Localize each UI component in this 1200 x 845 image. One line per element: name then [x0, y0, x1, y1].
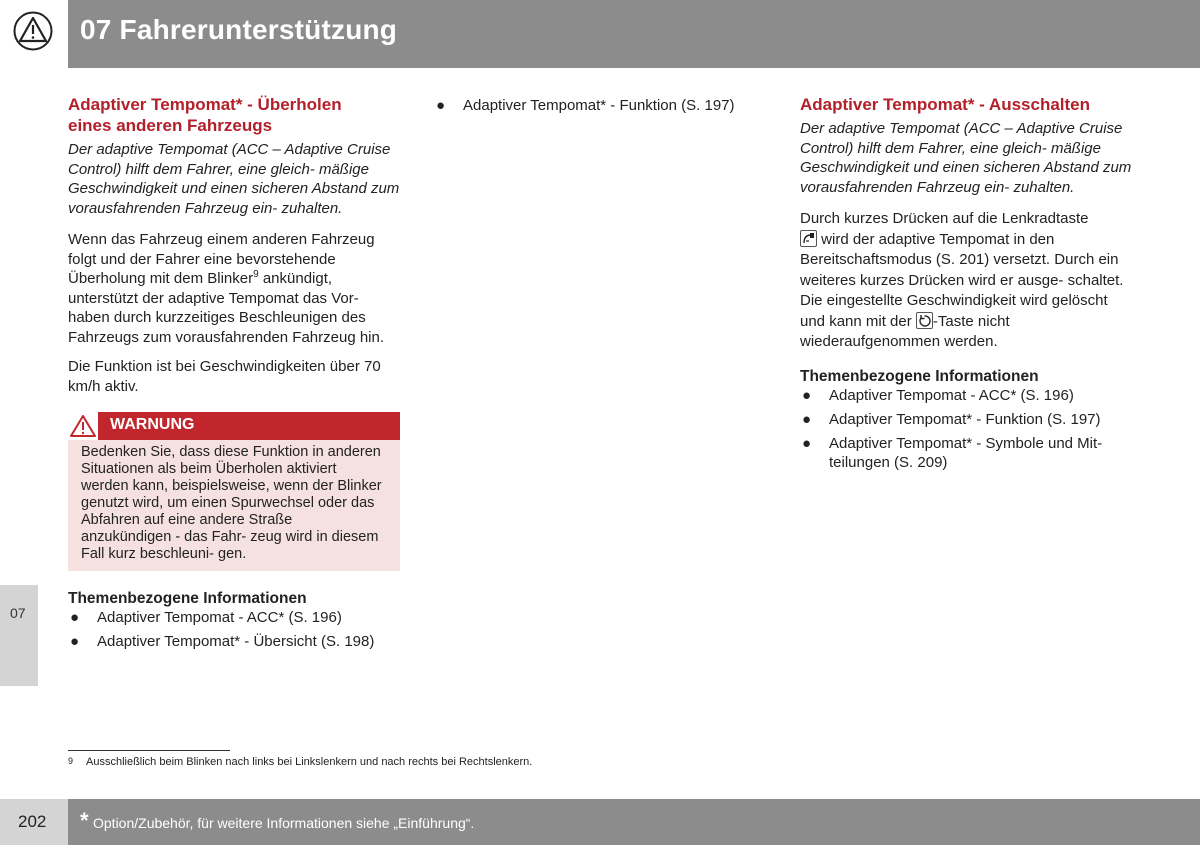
warning-header [68, 412, 400, 440]
body-paragraph [800, 209, 1132, 353]
warning-title: WARNUNG [110, 416, 195, 433]
footnote-text: Ausschließlich beim Blinken nach links bei Linkslenkern und nach rechts bei Rechtslenkern. [86, 756, 533, 768]
body-paragraph-1 [68, 230, 400, 347]
side-tab-label: 07 [10, 605, 26, 621]
steering-wheel-button-icon [800, 230, 817, 247]
related-link[interactable] [800, 410, 1132, 429]
footnote-rule [68, 750, 230, 751]
related-link[interactable] [68, 632, 400, 651]
related-link[interactable] [68, 608, 400, 627]
chapter-title: 07 Fahrerunterstützung [80, 14, 398, 45]
related-link-label: Adaptiver Tempomat* - Funktion (S. 197) [829, 410, 1101, 428]
footer-note: Option/Zubehör, für weitere Informationen siehe „Einführung“. [93, 815, 475, 831]
footer-asterisk: * [80, 808, 89, 833]
column-right [800, 94, 1132, 477]
related-link[interactable] [800, 386, 1132, 405]
warning-icon-box [68, 412, 98, 440]
heading-line-2: eines anderen Fahrzeugs [68, 116, 273, 135]
body-part-b: wird der adaptive Tempomat in den Bereitschaftsmodus (S. 201) versetzt. Durch ein weiteres kurzes Drücken wird er ausge- schaltet. Die eingestellte Geschwindigkeit wird gelöscht und kann mit der [800, 230, 1124, 330]
related-link-label: Adaptiver Tempomat - ACC* (S. 196) [829, 386, 1074, 404]
side-tab-active[interactable] [0, 585, 38, 686]
bullet-icon: ● [802, 410, 812, 428]
column-left [68, 94, 400, 656]
related-link-label: Adaptiver Tempomat* - Symbole und Mit- teilungen (S. 209) [829, 434, 1103, 471]
related-link-label: Adaptiver Tempomat* - Funktion (S. 197) [463, 97, 735, 114]
bullet-icon: ● [70, 609, 80, 626]
body-part-a: Durch kurzes Drücken auf die Lenkradtaste [800, 210, 1089, 227]
related-link[interactable] [800, 434, 1132, 472]
resume-button-icon [916, 312, 933, 329]
warning-triangle-icon [68, 412, 98, 440]
related-link-label: Adaptiver Tempomat - ACC* (S. 196) [97, 609, 342, 626]
body-part-c: -Taste nicht wiederaufgenommen werden. [800, 312, 1010, 350]
para1-part-b: ankündigt, unterstützt der adaptive Tempomat das Vor- haben durch kurzzeitiges Beschleunigen des Fahrzeugs zum vorausfahrenden Fahrzeug hin. [68, 270, 385, 346]
column-middle [434, 96, 766, 120]
body-paragraph-2: Die Funktion ist bei Geschwindigkeiten über 70 km/h aktiv. [68, 358, 381, 395]
warning-box [68, 412, 400, 571]
intro-text: Der adaptive Tempomat (ACC – Adaptive Cruise Control) hilft dem Fahrer, eine gleich- mäßige Geschwindigkeit und einen sicheren Abstand zum vorausfahrenden Fahrzeug ein- zuhalten. [800, 120, 1132, 196]
bullet-icon: ● [70, 633, 80, 650]
bullet-icon: ● [802, 386, 812, 404]
footnote-number: 9 [68, 756, 74, 766]
para1-part-a: Wenn das Fahrzeug einem anderen Fahrzeug folgt und der Fahrer eine bevorstehende Überholung mit dem Blinker [68, 231, 375, 287]
section-heading-ueberholen [68, 94, 400, 136]
bullet-icon: ● [436, 97, 446, 114]
page-number: 202 [18, 812, 47, 831]
related-list [800, 386, 1132, 472]
related-heading: Themenbezogene Informationen [68, 590, 307, 607]
related-link[interactable] [434, 96, 766, 115]
warning-triangle-icon [13, 11, 53, 51]
section-heading-ausschalten: Adaptiver Tempomat* - Ausschalten [800, 95, 1091, 114]
related-link-label: Adaptiver Tempomat* - Übersicht (S. 198) [97, 633, 375, 650]
warning-text: Bedenken Sie, dass diese Funktion in anderen Situationen als beim Überholen aktiviert werden kann, beispielsweise, wenn der Blinker genutzt wird, um einen Spurwechsel oder das Abfahren auf eine andere Straße anzukündigen - das Fahr- zeug wird in diesem Fall kurz beschleuni- gen. [81, 444, 382, 562]
bullet-icon: ● [802, 434, 812, 452]
related-list-continued [434, 96, 766, 115]
heading-line-1: Adaptiver Tempomat* - Überholen [68, 95, 342, 114]
intro-text: Der adaptive Tempomat (ACC – Adaptive Cruise Control) hilft dem Fahrer, eine gleich- mäßige Geschwindigkeit und einen sicheren Abstand zum vorausfahrenden Fahrzeug ein- zuhalten. [68, 141, 400, 217]
related-list [68, 608, 400, 651]
footnote-ref[interactable]: 9 [253, 269, 259, 280]
related-heading: Themenbezogene Informationen [800, 367, 1039, 385]
header-icon-area [0, 0, 68, 68]
